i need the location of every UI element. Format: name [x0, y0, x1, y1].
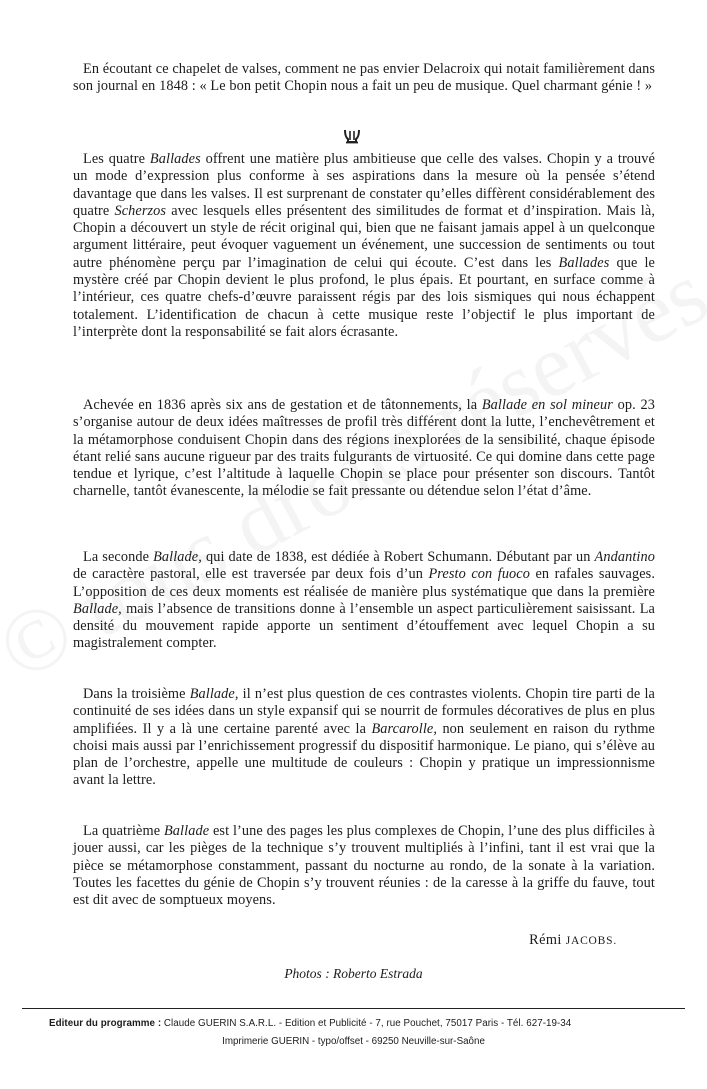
- italic-title: Ballades: [558, 254, 610, 271]
- paragraph-delacroix: [73, 61, 655, 96]
- author-first-name: Rémi: [529, 932, 566, 948]
- text-run: non seulement en raison du rythme choisi mais aussi par l’enrichissement progressif du dispositif harmonique. Le piano, qui s’élève au plan de l’orchestre, appelle une multitude de couleurs : Chopin y pratique un impressionnisme avant la lettre.: [73, 720, 655, 789]
- text-run: en rafales sauvages. L’opposition de ces deux moments est réalisée de manière plus systématique que dans la première: [73, 566, 655, 600]
- text-run: Les quatre: [83, 151, 150, 167]
- text-run: La quatrième: [83, 823, 164, 839]
- text-run: mais l’absence de transitions donne à l’ensemble un aspect particulièrement saisissant. La densité du mouvement rapide apporte un sentiment d’étouffement avec lequel Chopin a su magistralement compter.: [73, 600, 655, 652]
- paragraph-ballade-1: [73, 397, 655, 501]
- author-signature: [529, 932, 617, 949]
- text-run: qui date de 1838, est dédiée à Robert Schumann. Débutant par un: [201, 549, 595, 565]
- footer-printer-line: Imprimerie GUERIN - typo/offset - 69250 Neuville-sur-Saône: [222, 1036, 485, 1047]
- italic-title: Ballade,: [73, 600, 122, 617]
- text-run: est l’une des pages les plus complexes de Chopin, l’une des plus difficiles à jouer aussi, car les pièges de la technique s’y trouvent multipliés à l’infini, tant il est vrai que la pièce se métamorphose constamment, passant du nocturne au rondo, de la sonate à la variation. Toutes les facettes du génie de Chopin s’y trouvent réunies : de la caresse à la griffe du fauve, tout est dit avec de somptueux moyens.: [73, 823, 655, 909]
- italic-title: Ballade: [163, 823, 210, 839]
- text-run: il n’est plus question de ces contrastes violents. Chopin tire parti de la continuité de ses idées dans un style expansif qui se nourrit de formules décoratives de plus en plus amplifiées. Il y a là une certaine parenté avec la: [73, 686, 655, 737]
- text-run: Achevée en 1836 après six ans de gestation et de tâtonnements, la: [83, 397, 482, 413]
- italic-title: Ballades: [149, 151, 201, 167]
- text-run: La seconde: [83, 549, 154, 565]
- paragraph-ballade-2: [73, 549, 655, 653]
- author-last-name: JACOBS.: [565, 935, 617, 947]
- italic-title: Presto con fuoco: [428, 566, 531, 583]
- italic-title: Ballade,: [189, 686, 239, 702]
- text-run: que le mystère créé par Chopin devient le plus profond, le plus épais. Et pourtant, en surface comme à l’intérieur, ces quatre chefs-d’œuvre paraissent régis par des lois sismiques qui nous échappent totalement. L’identification de chacun à cette musique reste l’objectif le plus important de l’interprète dont la responsabilité se fait alors écrasante.: [73, 254, 656, 340]
- footer-publisher-line: [49, 1018, 571, 1029]
- italic-title: Barcarolle,: [371, 720, 438, 737]
- paragraph-ballade-3: [73, 686, 655, 790]
- text-run: En écoutant ce chapelet de valses, comment ne pas envier Delacroix qui notait familièrement dans son journal en 1848 : « Le bon petit Chopin nous a fait un peu de musique. Quel charmant génie ! »: [73, 61, 655, 95]
- text-run: op. 23 s’organise autour de deux idées maîtresses de profil très différent dont la lutte, l’enchevêtrement et la métamorphose conduisent Chopin dans des régions inexplorées de la sensibilité, chaque épisode étant relié sans aucune rigueur par des traits fulgurants de virtuosité. Ce qui domine dans cette page tendue et lyrique, c’est l’altitude à laquelle Chopin se place pour présenter son discours. Tantôt charnelle, tantôt évanescente, la mélodie se fait pressante ou détendue selon l’état d’âme.: [73, 397, 655, 500]
- text-run: offrent une matière plus ambitieuse que celle des valses. Chopin y a trouvé un mode d’expression plus conforme à ses aspirations dans la mesure où la pensée s’étend davantage que dans les valses. Il est surprenant de constater qu’elles diffèrent considérablement des quatre: [73, 151, 655, 219]
- paragraph-ballades-intro: [73, 151, 655, 341]
- italic-title: Ballade en sol mineur: [481, 397, 613, 413]
- photo-credit: Photos : Roberto Estrada: [284, 966, 423, 981]
- text-run: avec lesquels elles présentent des similitudes de format et d’inspiration. Mais là, Chopin a découvert un style de récit original qui, bien que ne faisant jamais appel à un quelconque argument littéraire, peut évoquer vaguement un événement, une succession de sentiments ou tout autre phénomène perçu par l’imagination de celui qui écoute. C’est dans les: [73, 202, 655, 271]
- footer-publisher-text: Claude GUERIN S.A.R.L. - Edition et Publicité - 7, rue Pouchet, 75017 Paris - Tél. 627-19-34: [161, 1018, 572, 1029]
- lyre-ornament-icon: [342, 128, 362, 144]
- italic-title: Scherzos: [114, 202, 167, 219]
- italic-title: Ballade,: [153, 549, 202, 565]
- text-run: de caractère pastoral, elle est traversée par deux fois d’un: [73, 566, 429, 583]
- paragraph-ballade-4: [73, 823, 655, 909]
- footer-publisher-label: Editeur du programme :: [49, 1018, 162, 1029]
- text-run: Dans la troisième: [83, 686, 190, 702]
- italic-title: Andantino: [594, 549, 655, 565]
- footer-divider: [22, 1008, 685, 1009]
